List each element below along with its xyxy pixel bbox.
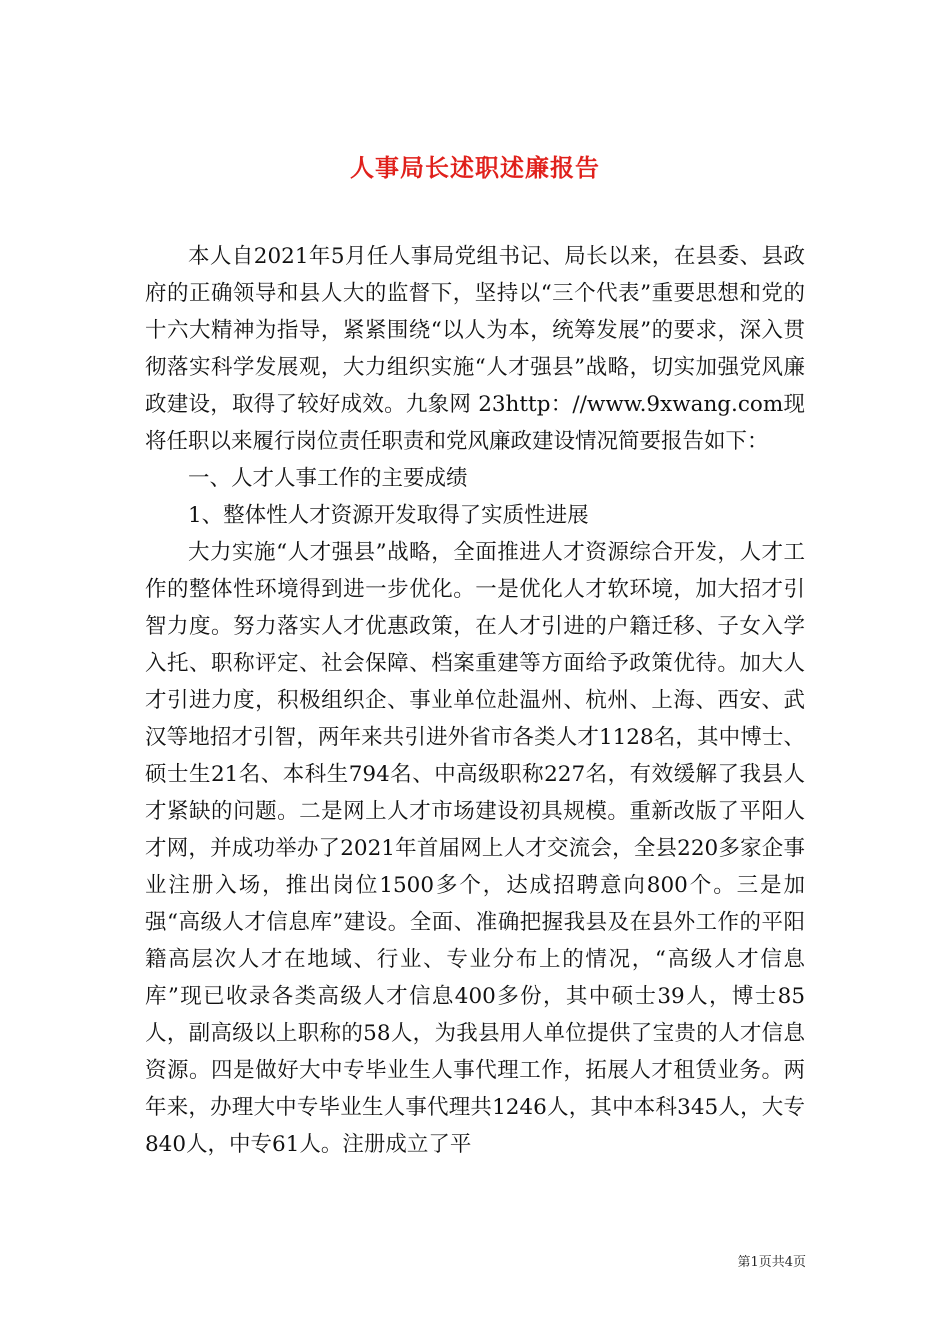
subsection-heading-1: 1、整体性人才资源开发取得了实质性进展 <box>188 503 589 528</box>
document-title: 人事局长述职述廉报告 <box>350 153 600 183</box>
page-number: 第1页共4页 <box>737 1255 806 1270</box>
paragraph-intro: 本人自2021年5月任人事局党组书记、局长以来，在县委、县政府的正确领导和县人大的监督下，坚持以“三个代表”重要思想和党的十六大精神为指导，紧紧围绕“以人为本，统筹发展”的要求，深入贯彻落实科学发展观，大力组织实施“人才强县”战略，切实加强党风廉政建设，取得了较好成效。九象网 23http：//www.9xwang.com现将任职以来履行岗位责任职责和党风廉政建设情况简要报告如下： <box>145 244 805 454</box>
paragraph-talent-development: 大力实施“人才强县”战略，全面推进人才资源综合开发，人才工作的整体性环境得到进一步优化。一是优化人才软环境，加大招才引智力度。努力落实人才优惠政策，在人才引进的户籍迁移、子女入学入托、职称评定、社会保障、档案重建等方面给予政策优待。加大人才引进力度，积极组织企、事业单位赴温州、杭州、上海、西安、武汉等地招才引智，两年来共引进外省市各类人才1128名，其中博士、硕士生21名、本科生794名、中高级职称227名，有效缓解了我县人才紧缺的问题。二是网上人才市场建设初具规模。重新改版了平阳人才网，并成功举办了2021年首届网上人才交流会，全县220多家企事业注册入场，推出岗位1500多个，达成招聘意向800个。三是加强“高级人才信息库”建设。全面、准确把握我县及在县外工作的平阳籍高层次人才在地域、行业、专业分布上的情况，“高级人才信息库”现已收录各类高级人才信息400多份，其中硕士39人，博士85人，副高级以上职称的58人，为我县用人单位提供了宝贵的人才信息资源。四是做好大中专毕业生人事代理工作，拓展人才租赁业务。两年来，办理大中专毕业生人事代理共1246人，其中本科345人，大专840人，中专61人。注册成立了平 <box>145 540 805 1157</box>
section-heading-1: 一、人才人事工作的主要成绩 <box>188 466 468 491</box>
document-body <box>145 238 805 1163</box>
